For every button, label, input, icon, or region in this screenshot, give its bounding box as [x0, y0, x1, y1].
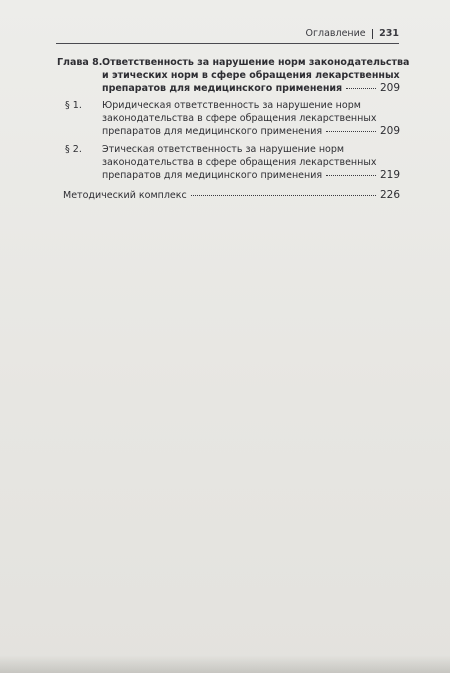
toc-entry-title-line: Ответственность за нарушение норм законодательства [102, 57, 410, 68]
header-section-title: Оглавление [305, 28, 366, 39]
leader-dots [191, 195, 376, 196]
toc-entry-title-line: Юридическая ответственность за нарушение норм [102, 100, 361, 111]
toc-entry-title-line: и этических норм в сфере обращения лекарственных [102, 70, 400, 81]
toc-entry-page: 219 [379, 169, 400, 181]
leader-dots [346, 88, 376, 89]
toc-entry-section-2[interactable] [65, 143, 400, 185]
toc-entry-title-line: препаратов для медицинского применения [102, 170, 323, 181]
header-page-number: 231 [379, 28, 399, 39]
toc-entry-title-line: препаратов для медицинского применения [102, 126, 323, 137]
toc-entry-methodical-complex[interactable] [63, 189, 400, 203]
leader-dots [326, 131, 376, 132]
leader-dots [326, 175, 376, 176]
toc-entry-number: § 1. [65, 100, 82, 111]
page-bottom-shadow [0, 655, 450, 673]
toc-entry-title-line: препаратов для медицинского применения [102, 83, 343, 94]
toc-entry-title-line: законодательства в сфере обращения лекарственных [102, 157, 377, 168]
toc-entry-chapter-8[interactable] [57, 56, 410, 98]
toc-entry-title: Методический комплекс [63, 190, 187, 201]
toc-entry-number: § 2. [65, 144, 82, 155]
toc-entry-number: Глава 8. [57, 57, 103, 68]
toc-entry-page: 209 [379, 82, 400, 94]
toc-entry-title-line: Этическая ответственность за нарушение норм [102, 144, 345, 155]
toc-entry-page: 209 [379, 125, 400, 137]
toc-entry-section-1[interactable] [65, 99, 400, 141]
toc-entry-title-line: законодательства в сфере обращения лекарственных [102, 113, 377, 124]
toc-entry-page: 226 [379, 189, 400, 201]
